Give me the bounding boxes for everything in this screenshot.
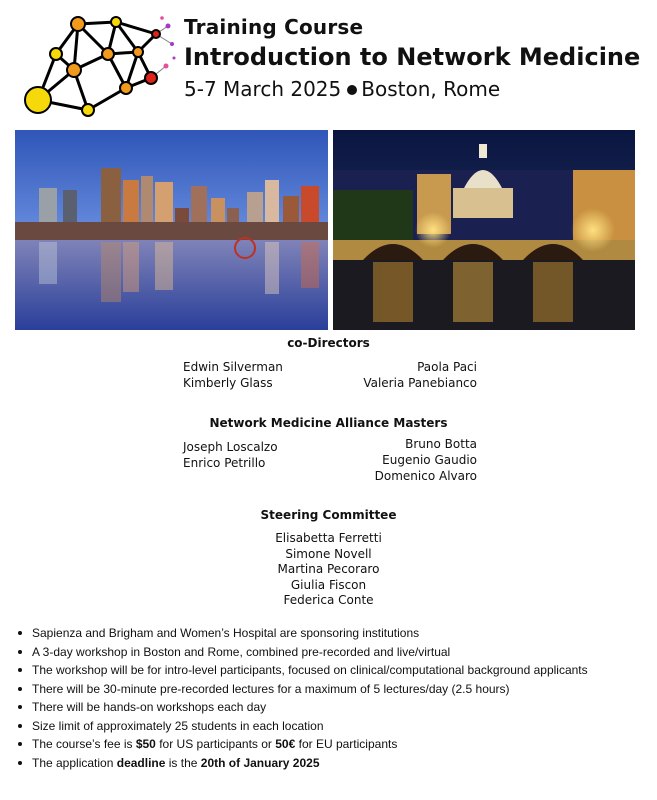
bullet-text: is the <box>165 755 201 770</box>
course-date: 5-7 March 2025 <box>184 77 342 101</box>
network-logo <box>16 10 178 122</box>
header <box>184 14 640 104</box>
master-name: Eugenio Gaudio <box>382 453 477 467</box>
bullet-text: A 3-day workshop in Boston and Rome, combined pre-recorded and live/virtual <box>32 644 451 659</box>
course-location: Boston, Rome <box>361 77 501 101</box>
steering-heading: Steering Committee <box>260 508 397 522</box>
co-director-name: Edwin Silverman <box>183 360 283 374</box>
bullet-item <box>17 643 647 662</box>
steering-member: Federica Conte <box>283 593 374 607</box>
course-title: Introduction to Network Medicine <box>184 43 641 71</box>
co-directors-heading: co-Directors <box>287 336 370 350</box>
deadline-word: deadline <box>116 755 166 770</box>
bullet-item <box>17 717 647 736</box>
course-type: Training Course <box>184 15 364 39</box>
co-director-name: Valeria Panebianco <box>363 376 477 390</box>
steering-member: Martina Pecoraro <box>277 562 380 576</box>
bullet-item <box>17 680 647 699</box>
masters-heading: Network Medicine Alliance Masters <box>209 416 448 430</box>
co-director-name: Paola Paci <box>417 360 477 374</box>
info-bullet-list <box>17 624 647 772</box>
us-fee: $50 <box>135 737 156 751</box>
bullet-item-fee <box>17 735 647 754</box>
bullet-text: Size limit of approximately 25 students in each location <box>32 718 324 733</box>
steering-list <box>0 531 657 609</box>
bullet-text: for EU participants <box>295 737 398 751</box>
bullet-text: The workshop will be for intro-level participants, focused on clinical/computational background applicants <box>32 663 588 677</box>
master-name: Bruno Botta <box>405 437 477 451</box>
deadline-date: 20th of January 2025 <box>200 755 320 770</box>
co-director-name: Kimberly Glass <box>183 376 273 390</box>
bullet-text: The course’s fee is <box>32 737 136 751</box>
bullet-item <box>17 698 647 717</box>
bullet-item <box>17 624 647 643</box>
bullet-text: The application <box>32 755 117 770</box>
bullet-text: Sapienza and Brigham and Women’s Hospital are sponsoring institutions <box>32 626 420 640</box>
master-name: Enrico Petrillo <box>183 456 266 470</box>
steering-member: Simone Novell <box>285 546 372 561</box>
bullet-text: There will be hands-on workshops each day <box>32 700 267 714</box>
course-date-location <box>184 74 640 104</box>
boston-skyline-photo <box>15 130 328 330</box>
steering-member: Giulia Fiscon <box>290 577 367 592</box>
bullet-text: for US participants or <box>155 737 276 751</box>
bullet-text: There will be 30-minute pre-recorded lectures for a maximum of 5 lectures/day (2.5 hours) <box>32 681 510 696</box>
eu-fee: 50€ <box>275 737 296 751</box>
steering-member: Elisabetta Ferretti <box>275 531 382 545</box>
bullet-item <box>17 661 647 680</box>
master-name: Joseph Loscalzo <box>183 440 278 454</box>
master-name: Domenico Alvaro <box>374 469 477 483</box>
bullet-item-deadline <box>17 754 647 773</box>
rome-st-peters-photo <box>333 130 635 330</box>
bullet-dot-icon <box>347 85 357 95</box>
